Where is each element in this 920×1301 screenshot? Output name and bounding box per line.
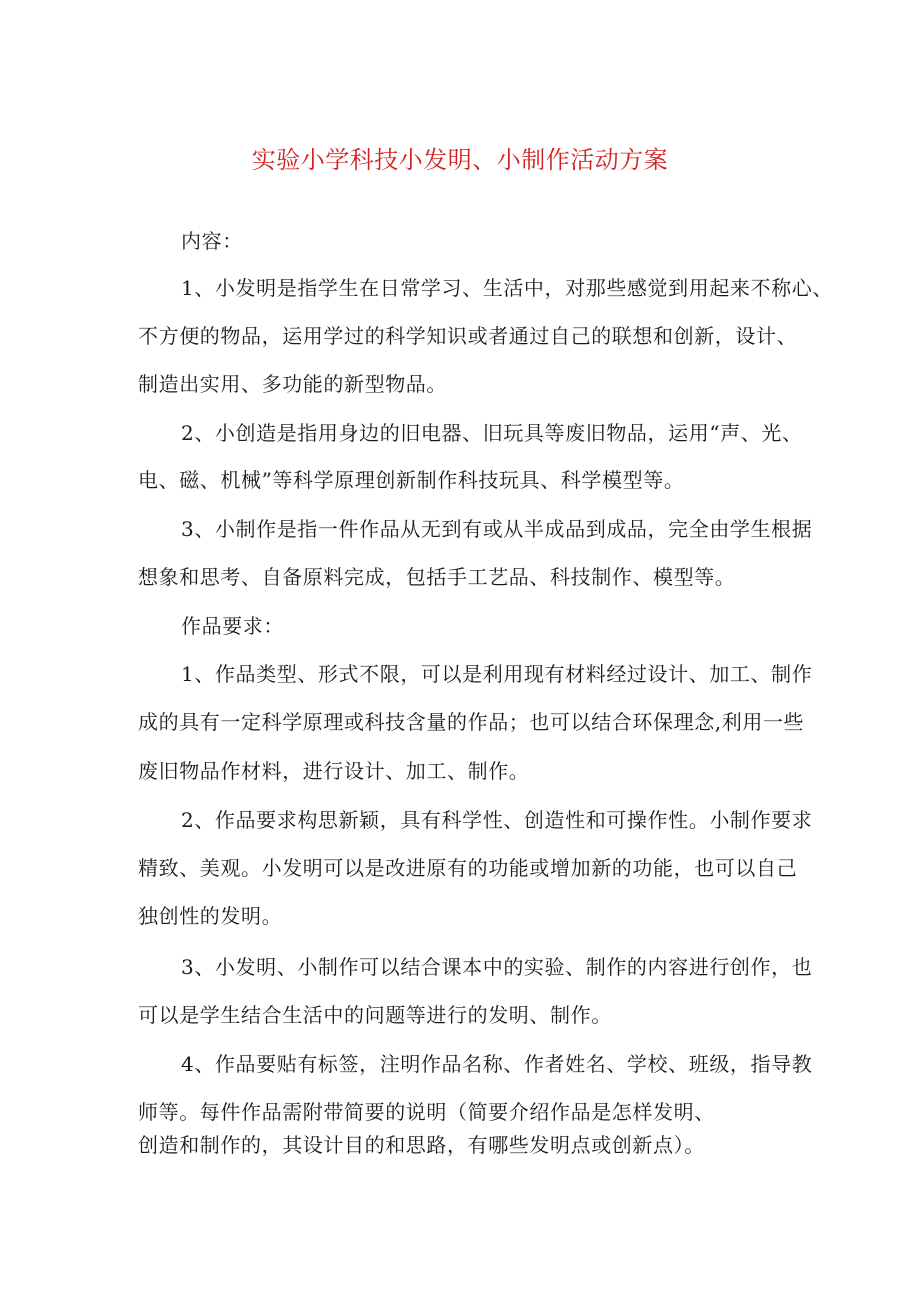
paragraph-line: 精致、美观。小发明可以是改进原有的功能或增加新的功能，也可以自己 bbox=[138, 856, 798, 880]
paragraph-line: 师等。每件作品需附带简要的说明（简要介绍作品是怎样发明、 bbox=[138, 1100, 715, 1124]
document-title: 实验小学科技小发明、小制作活动方案 bbox=[251, 146, 669, 174]
paragraph-line: 1、小发明是指学生在日常学习、生活中，对那些感觉到用起来不称心、 bbox=[181, 276, 833, 300]
paragraph-line: 4、作品要贴有标签，注明作品名称、作者姓名、学校、班级，指导教 bbox=[181, 1052, 813, 1076]
paragraph-line: 不方便的物品，运用学过的科学知识或者通过自己的联想和创新，设计、 bbox=[138, 324, 798, 348]
paragraph-line: 独创性的发明。 bbox=[138, 904, 283, 928]
paragraph-line: 2、作品要求构思新颖，具有科学性、创造性和可操作性。小制作要求 bbox=[181, 808, 813, 832]
section-heading-requirements: 作品要求： bbox=[181, 614, 284, 638]
paragraph-line: 制造出实用、多功能的新型物品。 bbox=[138, 372, 447, 396]
paragraph-line: 想象和思考、自备原料完成，包括手工艺品、科技制作、模型等。 bbox=[138, 565, 736, 589]
section-heading-content: 内容： bbox=[181, 229, 243, 253]
paragraph-line: 1、作品类型、形式不限，可以是利用现有材料经过设计、加工、制作 bbox=[181, 662, 813, 686]
paragraph-line: 电、磁、机械”等科学原理创新制作科技玩具、科学模型等。 bbox=[138, 468, 685, 492]
paragraph-line: 3、小制作是指一件作品从无到有或从半成品到成品，完全由学生根据 bbox=[181, 517, 813, 541]
paragraph-line: 创造和制作的，其设计目的和思路，有哪些发明点或创新点）。 bbox=[138, 1133, 705, 1157]
paragraph-line: 成的具有一定科学原理或科技含量的作品；也可以结合环保理念,利用一些 bbox=[138, 710, 805, 734]
paragraph-line: 废旧物品作材料，进行设计、加工、制作。 bbox=[138, 759, 530, 783]
paragraph-line: 3、小发明、小制作可以结合课本中的实验、制作的内容进行创作，也 bbox=[181, 955, 813, 979]
paragraph-line: 2、小创造是指用身边的旧电器、旧玩具等废旧物品，运用“声、光、 bbox=[181, 421, 803, 445]
paragraph-line: 可以是学生结合生活中的问题等进行的发明、制作。 bbox=[138, 1003, 612, 1027]
